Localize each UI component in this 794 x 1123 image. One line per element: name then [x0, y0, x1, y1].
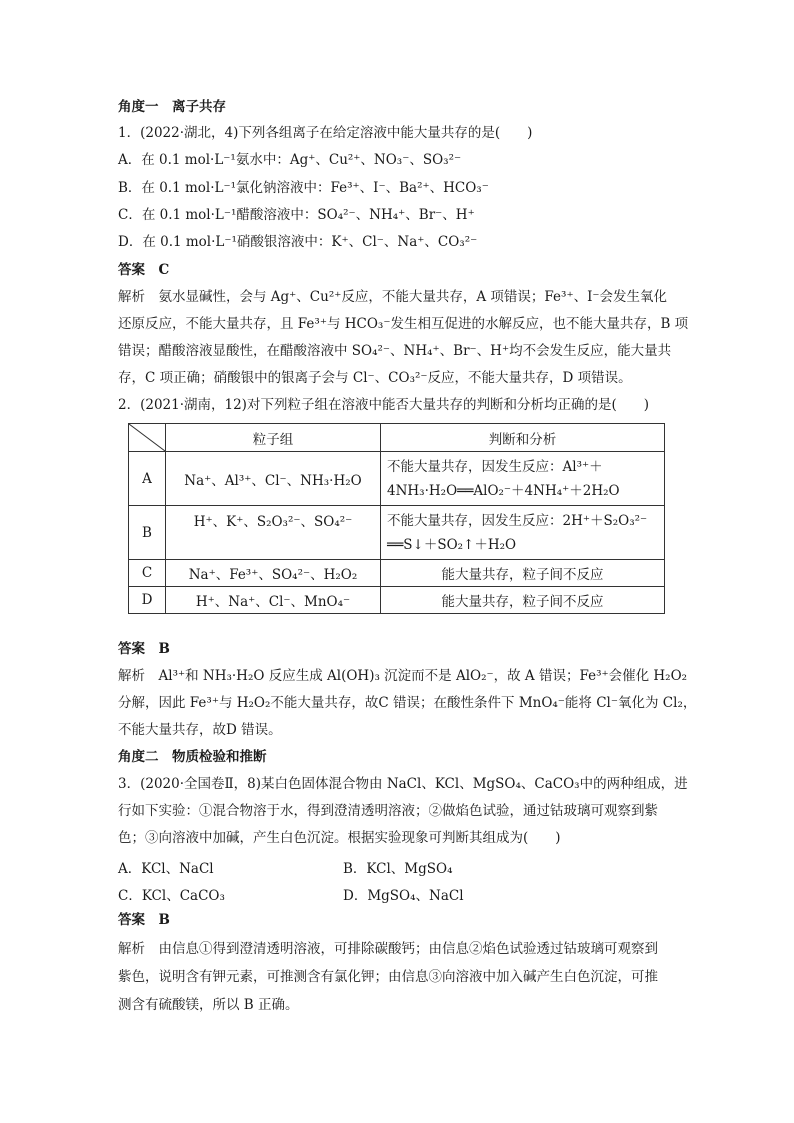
q1-option-c: C．在 0.1 mol·L⁻¹醋酸溶液中：SO₄²⁻、NH₄⁺、Br⁻、H⁺ — [118, 207, 475, 223]
q2-analysis-1: 解析 Al³⁺和 NH₃·H₂O 反应生成 Al(OH)₃ 沉淀而不是 AlO₂⁻，故 A 错误；Fe³⁺会催化 H₂O₂ — [118, 668, 688, 684]
q3-stem-3: 色；③向溶液中加碱，产生白色沉淀。根据实验现象可判断其组成为( ) — [118, 830, 561, 846]
q3-option-b: B．KCl、MgSO₄ — [343, 861, 453, 877]
row-particles: H⁺、K⁺、S₂O₃²⁻、SO₄²⁻ — [166, 506, 381, 560]
q3-analysis-2: 紫色，说明含有钾元素，可推测含有氯化钾；由信息③向溶液中加入碱产生白色沉淀，可推 — [118, 969, 658, 985]
q2-analysis-3: 不能大量共存，故D 错误。 — [118, 722, 282, 738]
q1-analysis-3: 错误；醋酸溶液显酸性，在醋酸溶液中 SO₄²⁻、NH₄⁺、Br⁻、H⁺均不会发生反应，能大量共 — [118, 343, 672, 359]
row-judgment: 能大量共存，粒子间不反应 — [381, 587, 665, 614]
q3-answer: 答案 B — [118, 912, 170, 928]
q1-analysis-4: 存，C 项正确；硝酸银中的银离子会与 Cl⁻、CO₃²⁻反应，不能大量共存，D 项错误。 — [118, 370, 632, 386]
table-row — [129, 452, 665, 506]
table-header-row — [129, 424, 665, 452]
table-header-particles: 粒子组 — [166, 424, 381, 452]
q2-answer: 答案 B — [118, 641, 170, 657]
judgment-line-1: 不能大量共存，因发生反应：Al³⁺＋ — [387, 458, 603, 475]
q3-option-d: D．MgSO₄、NaCl — [343, 888, 464, 904]
q3-option-c: C．KCl、CaCO₃ — [118, 888, 225, 904]
row-particles: Na⁺、Fe³⁺、SO₄²⁻、H₂O₂ — [166, 560, 381, 587]
table-row — [129, 506, 665, 560]
row-particles: Na⁺、Al³⁺、Cl⁻、NH₃·H₂O — [166, 452, 381, 506]
q2-table — [128, 423, 665, 614]
q3-analysis-3: 测含有硫酸镁，所以 B 正确。 — [118, 997, 299, 1013]
q3-option-a: A．KCl、NaCl — [118, 861, 214, 877]
q2-stem: 2．(2021·湖南，12)对下列粒子组在溶液中能否大量共存的判断和分析均正确的是( ) — [118, 397, 649, 413]
diagonal-line-icon — [129, 424, 165, 451]
q1-option-b: B．在 0.1 mol·L⁻¹氯化钠溶液中：Fe³⁺、I⁻、Ba²⁺、HCO₃⁻ — [118, 180, 489, 196]
row-label: A — [129, 452, 166, 506]
row-label: D — [129, 587, 166, 614]
judgment-line-1: 不能大量共存，因发生反应：2H⁺＋S₂O₃²⁻ — [387, 512, 648, 529]
q3-stem-1: 3．(2020·全国卷Ⅱ，8)某白色固体混合物由 NaCl、KCl、MgSO₄、CaCO₃中的两种组成，进 — [118, 776, 688, 792]
q3-analysis-1: 解析 由信息①得到澄清透明溶液，可排除碳酸钙；由信息②焰色试验透过钴玻璃可观察到 — [118, 941, 658, 957]
section-title-1: 角度一 离子共存 — [118, 99, 226, 115]
table-row — [129, 587, 665, 614]
judgment-line-2: ══S↓＋SO₂↑＋H₂O — [387, 536, 517, 553]
table-corner-cell — [129, 424, 166, 452]
section-title-2: 角度二 物质检验和推断 — [118, 749, 267, 765]
q1-option-a: A．在 0.1 mol·L⁻¹氨水中：Ag⁺、Cu²⁺、NO₃⁻、SO₃²⁻ — [118, 152, 462, 168]
table-header-judgment: 判断和分析 — [381, 424, 665, 452]
table-row — [129, 560, 665, 587]
q2-analysis-2: 分解，因此 Fe³⁺与 H₂O₂不能大量共存，故C 错误；在酸性条件下 MnO₄⁻能将 Cl⁻氧化为 Cl₂， — [118, 695, 697, 711]
row-label: C — [129, 560, 166, 587]
q1-analysis-2: 还原反应，不能大量共存，且 Fe³⁺与 HCO₃⁻发生相互促进的水解反应，也不能大量共存，B 项 — [118, 316, 689, 332]
row-label: B — [129, 506, 166, 560]
row-judgment — [381, 506, 665, 560]
judgment-line-2: 4NH₃·H₂O══AlO₂⁻＋4NH₄⁺＋2H₂O — [387, 482, 620, 499]
q1-answer: 答案 C — [118, 262, 170, 278]
row-particles: H⁺、Na⁺、Cl⁻、MnO₄⁻ — [166, 587, 381, 614]
q3-stem-2: 行如下实验：①混合物溶于水，得到澄清透明溶液；②做焰色试验，通过钴玻璃可观察到紫 — [118, 803, 658, 819]
q1-analysis-1: 解析 氨水显碱性，会与 Ag⁺、Cu²⁺反应，不能大量共存，A 项错误；Fe³⁺、I⁻会发生氧化 — [118, 289, 668, 305]
row-judgment — [381, 452, 665, 506]
q1-stem: 1．(2022·湖北，4)下列各组离子在给定溶液中能大量共存的是( ) — [118, 125, 533, 141]
q1-option-d: D．在 0.1 mol·L⁻¹硝酸银溶液中：K⁺、Cl⁻、Na⁺、CO₃²⁻ — [118, 234, 478, 250]
row-judgment: 能大量共存，粒子间不反应 — [381, 560, 665, 587]
